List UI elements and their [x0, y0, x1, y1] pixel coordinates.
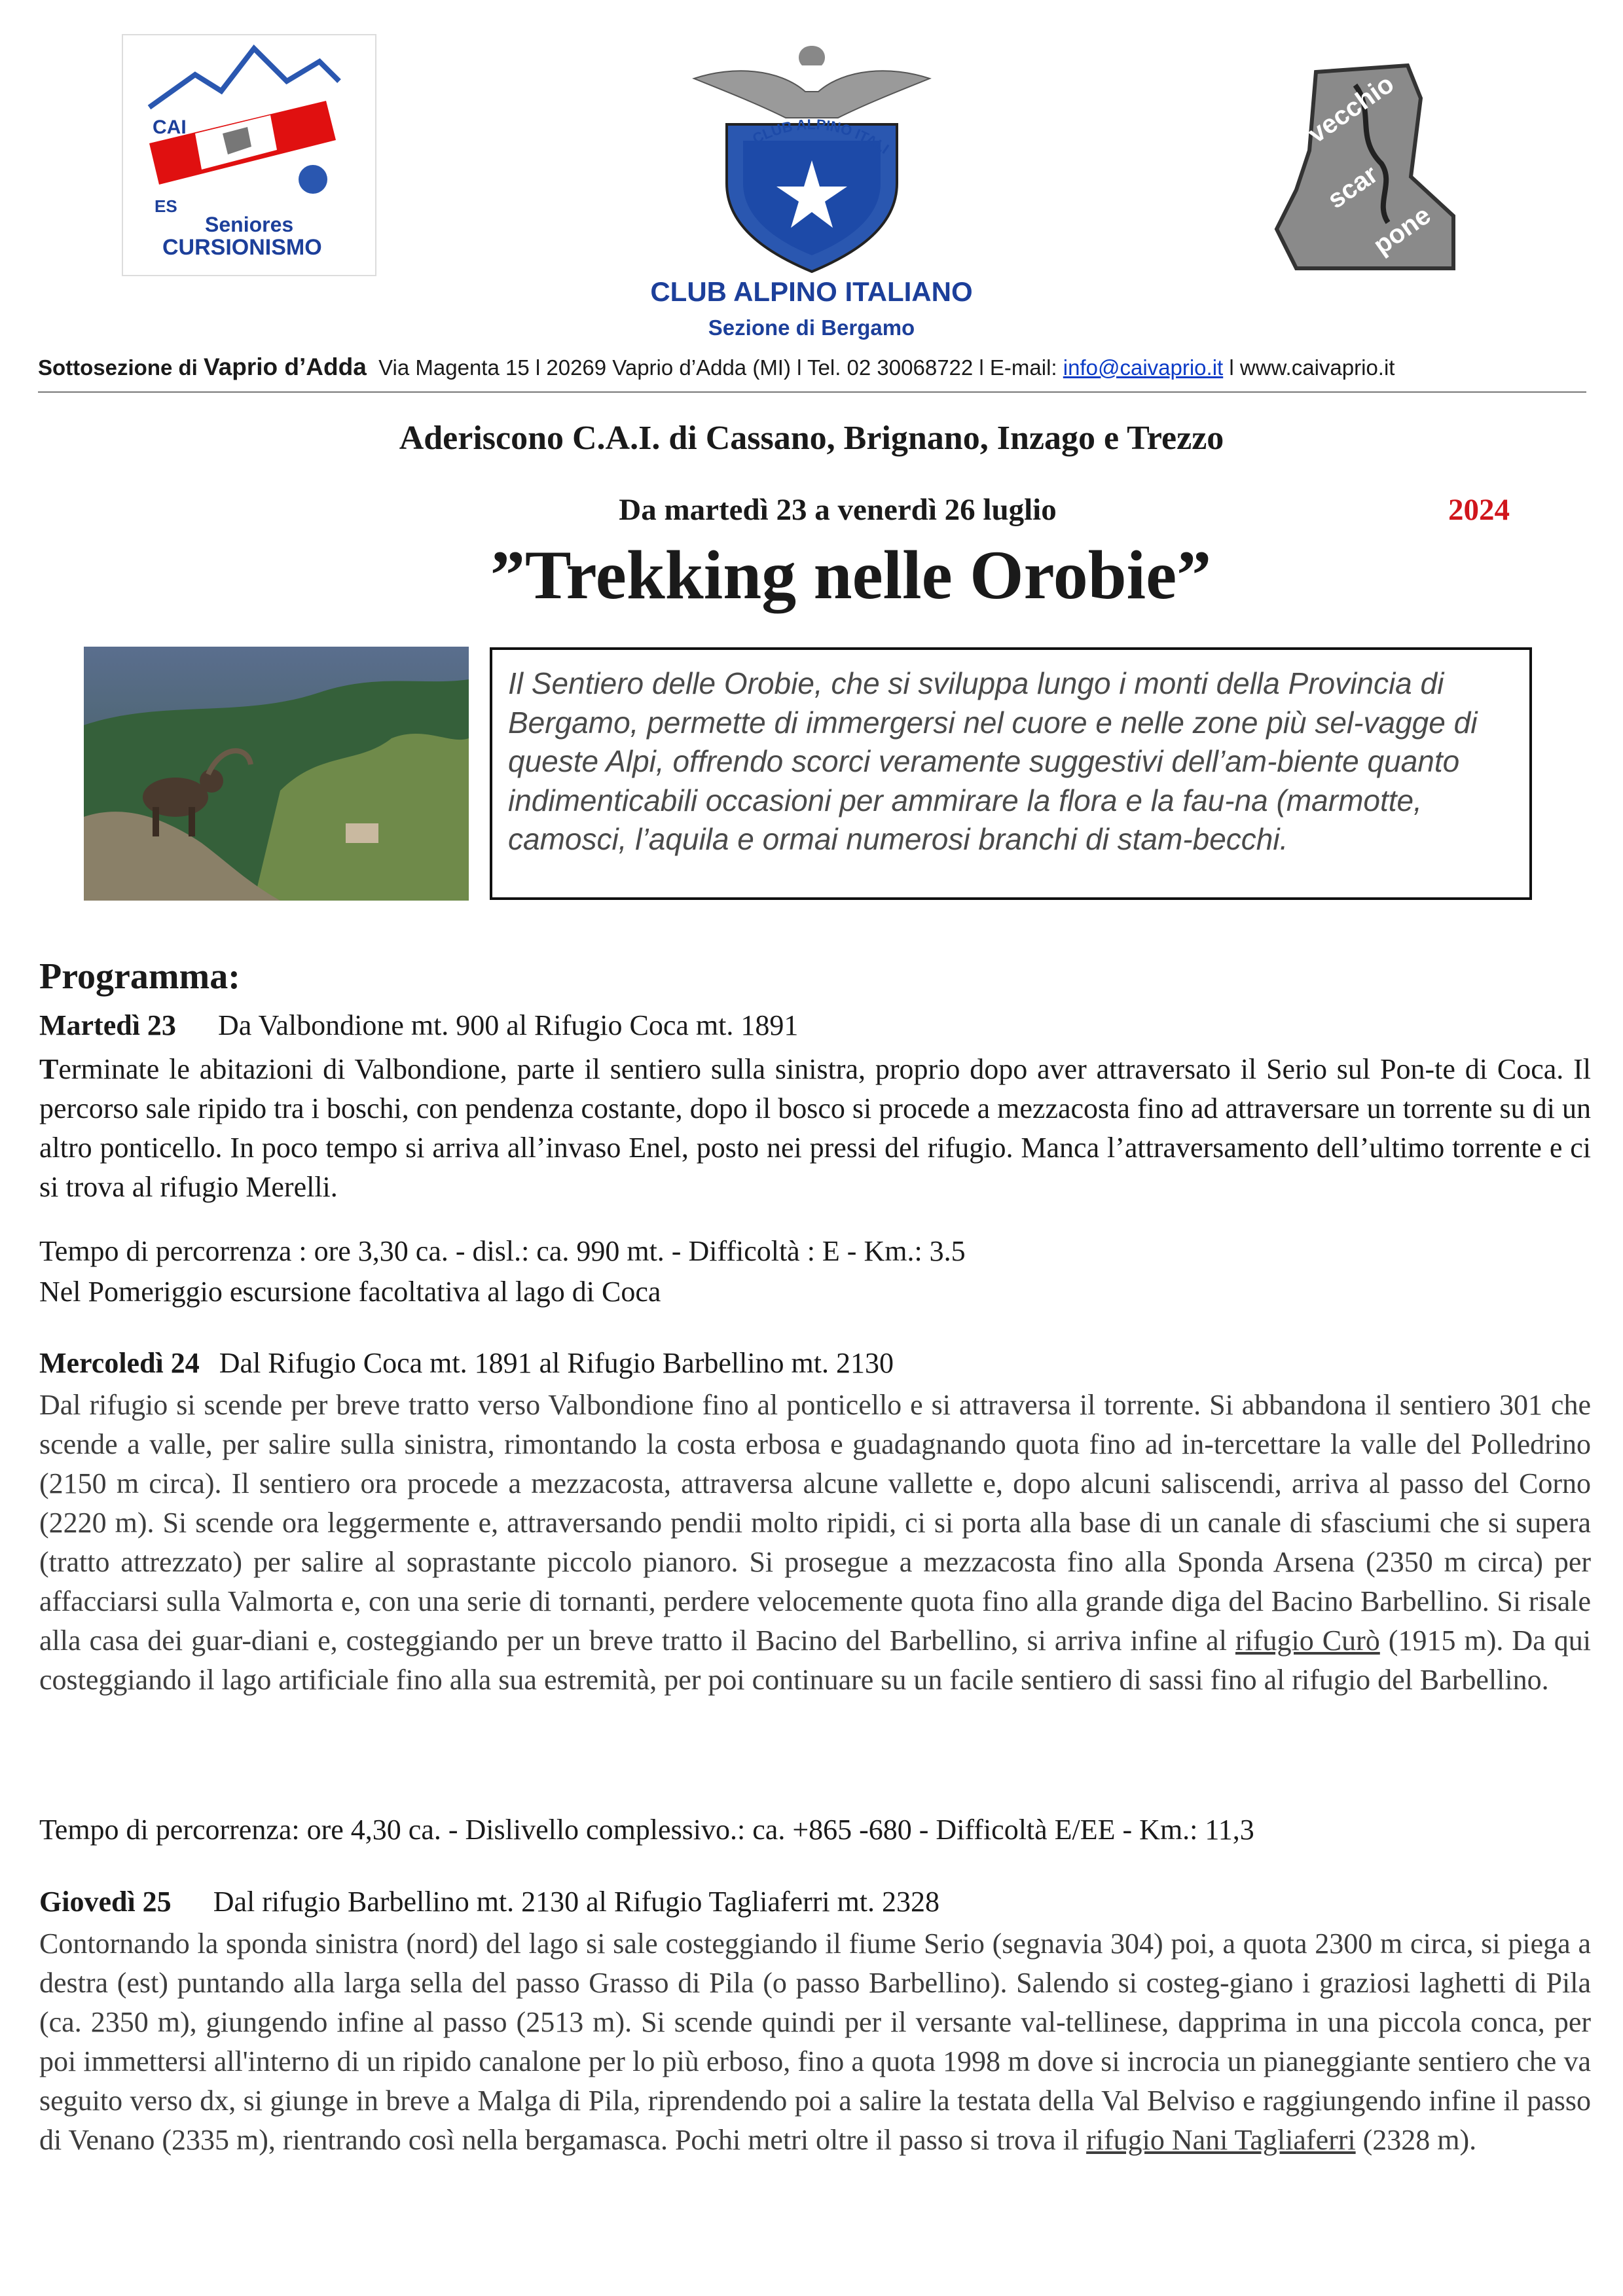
- day3-route: Dal rifugio Barbellino mt. 2130 al Rifugio Tagliaferri mt. 2328: [213, 1886, 940, 1918]
- day3-description: [39, 1924, 1591, 2160]
- intro-box: [490, 647, 1532, 900]
- day1-first-letter: T: [39, 1053, 59, 1085]
- vecchio-scarpone-logo: [1257, 59, 1460, 281]
- svg-text:CAI: CAI: [153, 117, 187, 138]
- svg-text:vecchio: vecchio: [1302, 69, 1400, 149]
- svg-text:pone: pone: [1368, 200, 1436, 260]
- day3-text-b: (2328 m).: [1355, 2124, 1477, 2156]
- program-heading: Programma:: [39, 956, 240, 997]
- svg-text:scar: scar: [1322, 160, 1383, 215]
- day1-header: [39, 1009, 798, 1042]
- svg-text:CURSIONISMO: CURSIONISMO: [162, 235, 322, 260]
- day1-note: Nel Pomeriggio escursione facoltativa al lago di Coca: [39, 1276, 661, 1308]
- day1-stats: Tempo di percorrenza : ore 3,30 ca. - disl.: ca. 990 mt. - Difficoltà : E - Km.: 3.5: [39, 1235, 966, 1267]
- day3-header: [39, 1885, 939, 1918]
- day1-label: Martedì 23: [39, 1009, 176, 1041]
- email-link[interactable]: info@caivaprio.it: [1063, 355, 1224, 380]
- rifugio-curo-link[interactable]: rifugio Curò: [1235, 1624, 1380, 1657]
- day3-text-a: Contornando la sponda sinistra (nord) del lago si sale costeggiando il fiume Serio (segnavia 304) poi, a quota 2300 m circa, si piega a destra (est) puntando alla larga sella del passo Grasso di Pila (o passo Barbellino). Salendo si costeg-giano i graziosi laghetti di Pila (ca. 2350 m), giungendo infine al passo (2513 m). Si scende quindi per il versante val-tellinese, dapprima in una piccola conca, per poi immettersi all'interno di un ripido canalone per lo più erboso, fino a quota 1998 m dove si incrocia un pianeggiante sentiero che va seguito verso dx, si giunge in breve a Malga di Pila, riprendendo poi a salire la testata della Val Belviso e raggiungendo infine il passo di Venano (2335 m), rientrando così nella bergamasca. Pochi metri oltre il passo si trova il: [39, 1928, 1591, 2156]
- header-divider: [38, 391, 1586, 393]
- day2-description: [39, 1386, 1591, 1700]
- ibex-photo-graphic: [84, 647, 469, 901]
- cai-seniores-logo: [122, 34, 376, 276]
- address-prefix: Sottosezione di: [38, 355, 204, 380]
- club-title: CLUB ALPINO ITALIANO: [650, 276, 973, 307]
- day1-route: Da Valbondione mt. 900 al Rifugio Coca mt. 1891: [217, 1009, 799, 1041]
- seniores-logo-graphic: [123, 35, 375, 275]
- address-details: Via Magenta 15 l 20269 Vaprio d’Adda (MI) l Tel. 02 30068722 l E-mail:: [378, 355, 1063, 380]
- day2-text-a: Dal rifugio si scende per breve tratto verso Valbondione fino al ponticello e si attraversa il torrente. Si abbandona il sentiero 301 che scende a valle, per salire sulla sinistra, rimontando la costa erbosa e guadagnando quota fino ad in-tercettare la valle del Polledrino (2150 m circa). Il sentiero ora procede a mezzacosta, attraversa alcune vallette e, dopo alcuni saliscendi, arriva al passo del Corno (2220 m). Si scende ora leggermente e, attraversando pendii molto ripidi, ci si porta alla base di un canale di sfasciumi che si supera (tratto attrezzato) per salire al soprastante piccolo pianoro. Si prosegue a mezzacosta fino alla Sponda Arsena (2350 m circa) per affacciarsi sulla Valmorta e, con una serie di tornanti, perdere velocemente quota fino alla grande diga del Bacino Barbellino. Si risale alla casa dei guar-diani e, costeggiando per un breve tratto il Bacino del Barbellino, si arriva infine al: [39, 1389, 1591, 1657]
- day1-description: [39, 1050, 1591, 1207]
- svg-text:ES: ES: [155, 196, 177, 216]
- intro-text: Il Sentiero delle Orobie, che si sviluppa lungo i monti della Provincia di Bergamo, permette di immergersi nel cuore e nelle zone più sel-vagge di queste Alpi, offrendo scorci veramente suggestivi dell’am-biente quanto indimenticabili occasioni per ammirare la flora e la fau-na (marmotte, camosci, l’aquila e ormai numerosi branchi di stam-becchi.: [508, 666, 1478, 856]
- day2-label: Mercoledì 24: [39, 1347, 200, 1379]
- rifugio-tagliaferri-link[interactable]: rifugio Nani Tagliaferri: [1086, 2124, 1356, 2156]
- day3-label: Giovedì 25: [39, 1886, 172, 1918]
- svg-text:Seniores: Seniores: [205, 213, 294, 236]
- eagle-shield-graphic: [681, 39, 943, 281]
- address-line: [38, 353, 1596, 381]
- day2-text-b: (1915 m). Da qui costeggiando il lago artificiale fino alla sua estremità, per poi continuare su un facile sentiero di sassi fino al rifugio del Barbellino.: [39, 1624, 1591, 1696]
- address-suffix: l www.caivaprio.it: [1223, 355, 1395, 380]
- event-year: 2024: [1448, 493, 1510, 527]
- day1-text: erminate le abitazioni di Valbondione, parte il sentiero sulla sinistra, proprio dopo aver attraversato il Serio sul Pon-te di Coca. Il percorso sale ripido tra i boschi, con pendenza costante, dopo il bosco si procede a mezzacosta fino ad attraversare un torrente su di un altro ponticello. In poco tempo si arriva all’invaso Enel, posto nei pressi del rifugio. Manca l’attraversamento dell’ultimo torrente e ci si trova al rifugio Merelli.: [39, 1053, 1591, 1203]
- day2-stats: Tempo di percorrenza: ore 4,30 ca. - Dislivello complessivo.: ca. +865 -680 - Difficoltà E/EE - Km.: 11,3: [39, 1814, 1254, 1846]
- club-section: Sezione di Bergamo: [708, 315, 915, 340]
- event-title: ”Trekking nelle Orobie”: [490, 537, 1212, 613]
- boot-graphic: [1257, 59, 1460, 281]
- adhesion-line: Aderiscono C.A.I. di Cassano, Brignano, Inzago e Trezzo: [399, 420, 1224, 457]
- day2-route: Dal Rifugio Coca mt. 1891 al Rifugio Barbellino mt. 2130: [219, 1347, 894, 1379]
- cai-eagle-emblem: [681, 39, 943, 281]
- svg-text:CLUB ALPINO ITALIANO: CLUB ALPINO ITALI: [750, 116, 892, 157]
- event-dates: Da martedì 23 a venerdì 26 luglio: [619, 493, 1057, 527]
- address-town: Vaprio d’Adda: [204, 353, 367, 380]
- day2-header: [39, 1346, 894, 1380]
- ibex-photo: [84, 647, 469, 901]
